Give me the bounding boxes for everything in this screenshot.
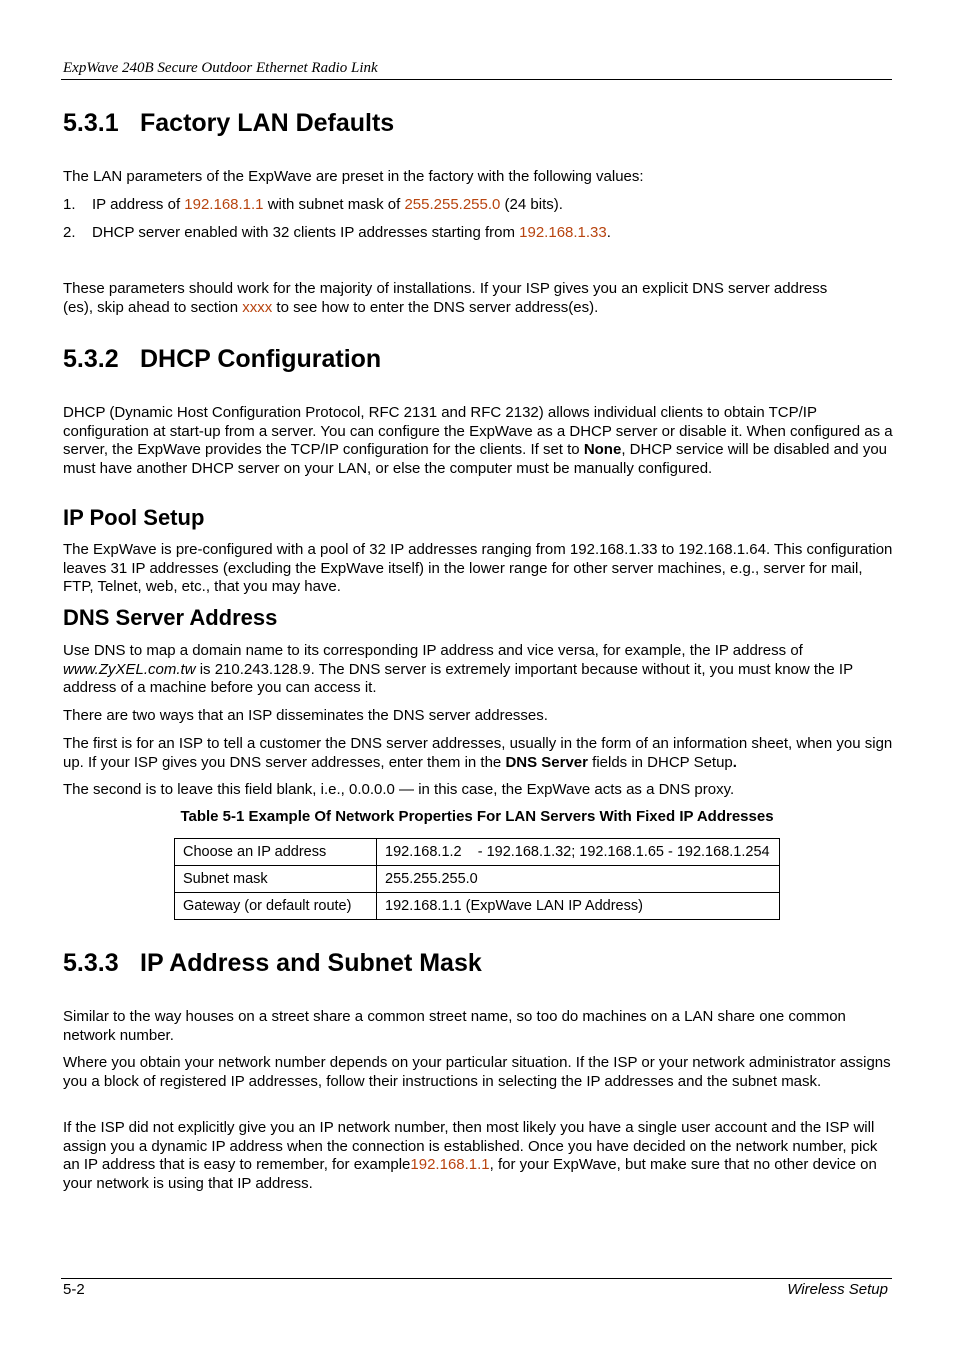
mask-link[interactable]: 255.255.255.0	[404, 196, 501, 213]
text: DHCP server enabled with 32 clients IP addresses starting from	[92, 224, 520, 241]
bold-text: .	[732, 753, 737, 771]
heading-dns-server-address: DNS Server Address	[63, 605, 278, 630]
section-title: DHCP Configuration	[140, 345, 382, 373]
table-cell-value: 192.168.1.2 - 192.168.1.32; 192.168.1.65 - 192.168.1.254	[377, 839, 780, 866]
text: Use DNS to map a domain name to its corresponding IP address and vice versa, for example, the IP address of	[63, 642, 803, 659]
text: These parameters should work for the majority of installations. If your ISP gives you an explicit DNS server address	[63, 280, 828, 297]
dns-para-1	[63, 642, 893, 698]
table-cell-value: 192.168.1.1 (ExpWave LAN IP Address)	[377, 893, 780, 920]
text: IP address of	[92, 196, 185, 213]
bold-text: None	[583, 441, 622, 459]
text: , for your ExpWave, but make sure that no other device on your network is using that IP address.	[63, 1156, 877, 1192]
table-caption: Table 5-1 Example Of Network Properties For LAN Servers With Fixed IP Addresses	[180, 808, 774, 825]
heading-dhcp-configuration	[63, 345, 381, 374]
table-cell-value: 255.255.255.0	[377, 866, 780, 893]
running-header: ExpWave 240B Secure Outdoor Ethernet Radio Link	[63, 60, 378, 76]
dns-para-2: There are two ways that an ISP disseminates the DNS server addresses.	[63, 707, 548, 724]
text: .	[606, 224, 611, 241]
heading-ip-pool-setup: IP Pool Setup	[63, 505, 205, 530]
table-row	[175, 866, 780, 893]
text: The first is for an ISP to tell a customer the DNS server addresses, usually in the form of an information sheet, when you sign up. If your ISP gives you DNS server addresses, enter them in the	[63, 735, 893, 771]
text: , DHCP service will be disabled and you must have another DHCP server on your LAN, or else the computer must be manually configured.	[63, 441, 887, 477]
table-row	[175, 893, 780, 920]
network-properties-table	[174, 838, 780, 920]
subnet-para-3	[63, 1119, 893, 1193]
subnet-para-1: Similar to the way houses on a street share a common street name, so too do machines on a LAN share one common network number.	[63, 1008, 846, 1044]
heading-ip-address-subnet-mask	[63, 949, 482, 978]
factory-para	[63, 280, 893, 317]
ip-link[interactable]: 192.168.1.1	[410, 1156, 490, 1174]
table-cell-label: Gateway (or default route)	[175, 893, 377, 920]
text: is 210.243.128.9. The DNS server is extremely important because without it, you must know the IP address of a machine before you can access it.	[63, 660, 853, 697]
dhcp-para	[63, 404, 893, 478]
footer-rule	[61, 1278, 892, 1279]
header-rule	[61, 79, 892, 80]
ip-pool-para: The ExpWave is pre-configured with a pool of 32 IP addresses ranging from 192.168.1.33 to 192.168.1.64. This configuration leaves 31 IP addresses (excluding the ExpWave itself) in the lower range for other server machines, e.g., server for mail, FTP, Telnet, web, etc., that you may have.	[63, 541, 893, 596]
text: fields in DHCP Setup	[587, 753, 733, 771]
bold-text: DNS Server	[505, 753, 588, 771]
table-cell-label: Choose an IP address	[175, 839, 377, 866]
text: (24 bits).	[500, 196, 563, 213]
section-number: 5.3.1	[63, 109, 119, 137]
text: (es), skip ahead to section	[63, 298, 243, 316]
section-link[interactable]: xxxx	[242, 298, 273, 316]
section-number: 5.3.3	[63, 949, 119, 977]
footer-section: Wireless Setup	[787, 1281, 888, 1298]
list-item-1	[63, 196, 893, 215]
text: to see how to enter the DNS server address(es).	[272, 298, 599, 316]
text: If the ISP did not explicitly give you an IP network number, then most likely you have a single user account and the ISP will assign you a dynamic IP address when the connection is established. Once you have decided on the network number, pick an IP address that is easy to remember, for example	[63, 1119, 878, 1174]
list-number: 2.	[63, 224, 76, 241]
factory-intro: The LAN parameters of the ExpWave are preset in the factory with the following values:	[63, 168, 644, 185]
list-item-2	[63, 224, 893, 243]
section-number: 5.3.2	[63, 345, 119, 373]
dns-para-3	[63, 735, 893, 772]
ip-link[interactable]: 192.168.1.33	[519, 224, 607, 241]
subnet-para-2: Where you obtain your network number depends on your particular situation. If the ISP or your network administrator assigns you a block of registered IP addresses, follow their instructions in selecting the IP addresses and the subnet mask.	[63, 1054, 891, 1090]
section-title: Factory LAN Defaults	[140, 109, 395, 137]
table-cell-label: Subnet mask	[175, 866, 377, 893]
text: DHCP (Dynamic Host Configuration Protocol, RFC 2131 and RFC 2132) allows individual clients to obtain TCP/IP configuration at start-up from a server. You can configure the ExpWave as a DHCP server or disable it. When configured as a server, the ExpWave provides the TCP/IP configuration for the clients. If set to	[63, 404, 893, 459]
page-number: 5-2	[63, 1281, 85, 1298]
heading-factory-lan-defaults	[63, 109, 394, 138]
italic-text: www.ZyXEL.com.tw	[63, 660, 196, 678]
ip-link[interactable]: 192.168.1.1	[184, 196, 264, 213]
table-row	[175, 839, 780, 866]
list-number: 1.	[63, 196, 76, 213]
text: with subnet mask of	[263, 196, 405, 213]
dns-para-4: The second is to leave this field blank, i.e., 0.0.0.0 — in this case, the ExpWave acts as a DNS proxy.	[63, 781, 735, 798]
section-title: IP Address and Subnet Mask	[140, 949, 482, 977]
